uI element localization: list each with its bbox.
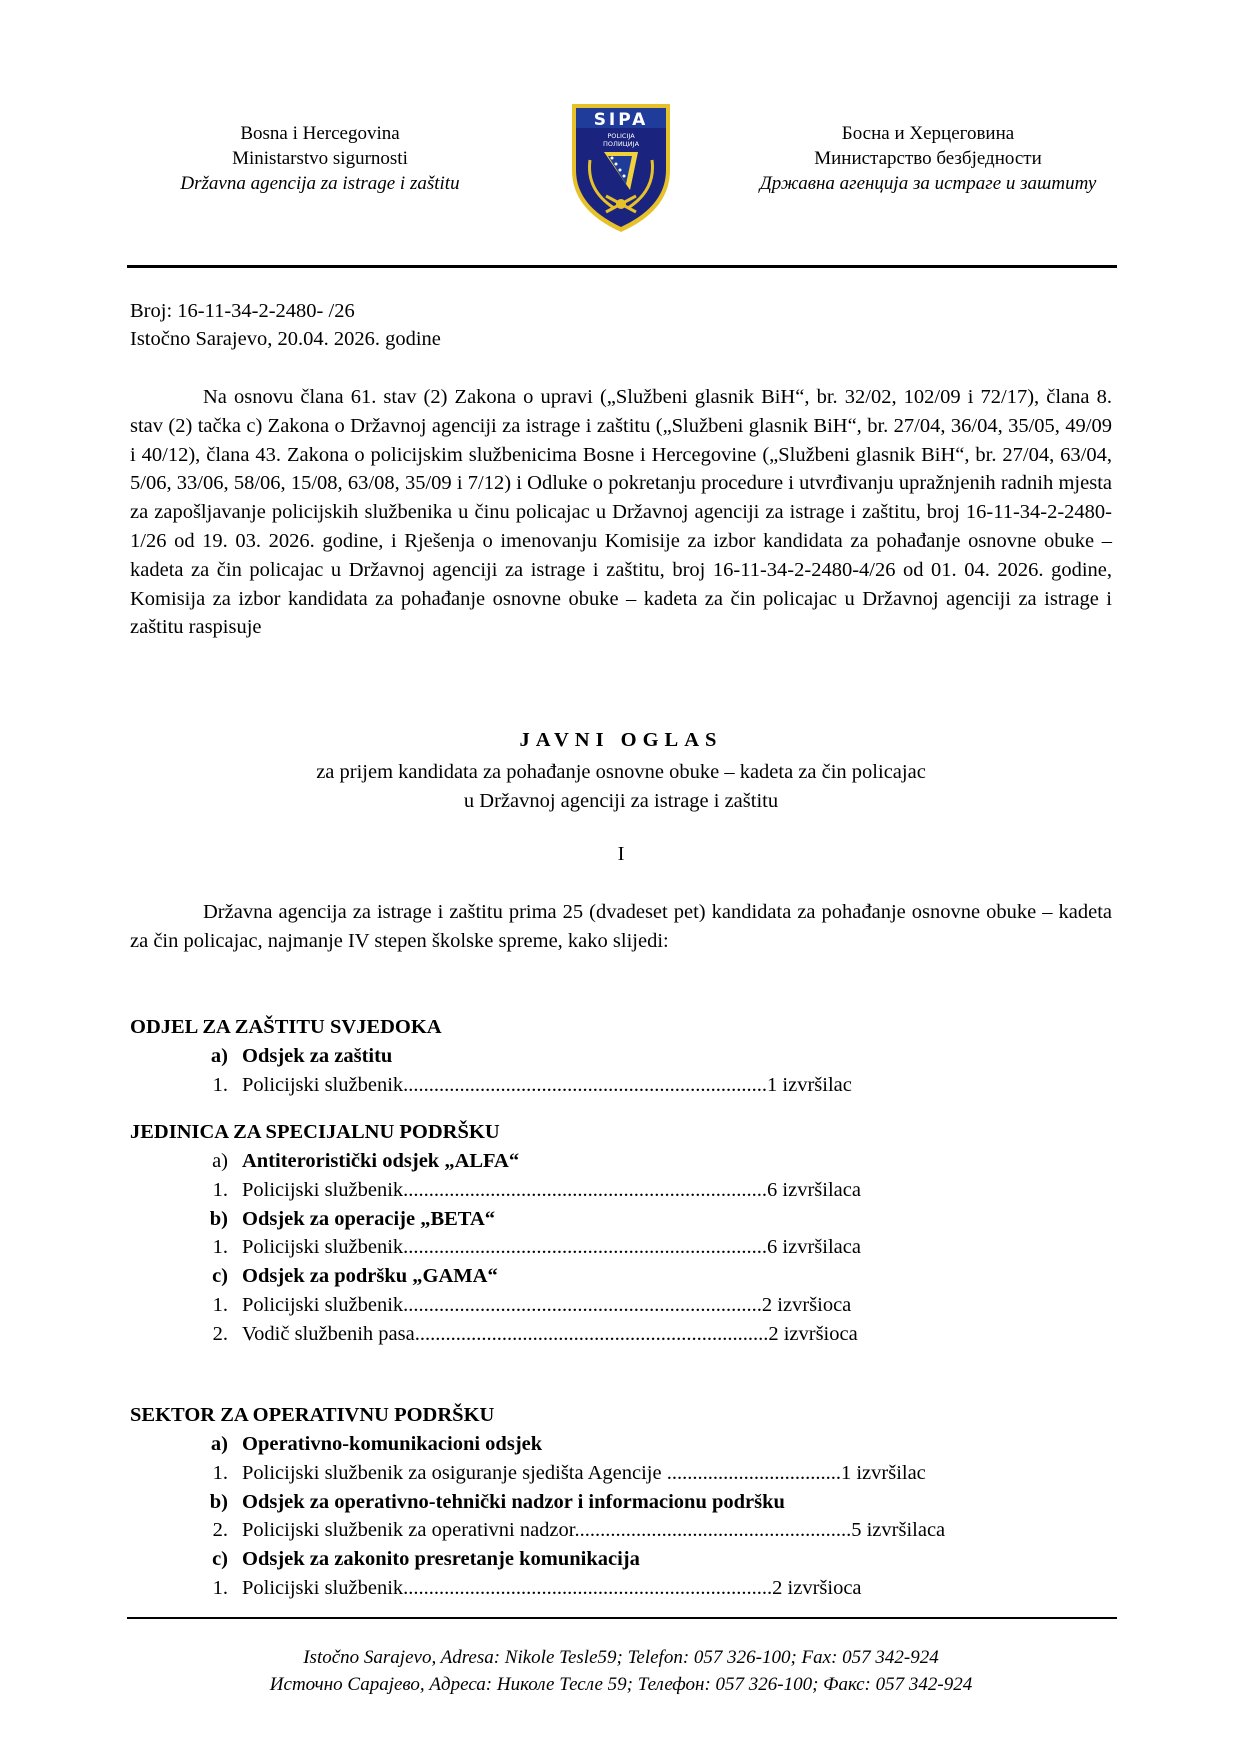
subsection-name: Odsjek za podršku „GAMA“ [242, 1265, 498, 1288]
position-row [130, 1574, 1130, 1603]
row-number: 2. [212, 1519, 228, 1542]
row-number: c) [212, 1265, 228, 1288]
subsection-row [130, 1430, 1130, 1459]
subsection-name: Operativno-komunikacioni odsjek [242, 1433, 543, 1455]
subsection-row [130, 1545, 1130, 1574]
header-country: Bosna i Hercegovina [240, 123, 400, 144]
position-text: Policijski službenik.......................................................................6 izvršilaca [242, 1178, 861, 1201]
document-number: Broj: 16-11-34-2-2480- /26 [130, 300, 355, 322]
ad-subtitle [130, 758, 1112, 815]
positions-intro: Državna agencija za istrage i zaštitu prima 25 (dvadeset pet) kandidata za pohađanje osnovne obuke – kadeta za čin policajac, najmanje IV stepen školske spreme, kako slijedi: [130, 901, 1112, 952]
footer-divider [127, 1617, 1117, 1619]
legal-basis-paragraph: Na osnovu člana 61. stav (2) Zakona o upravi („Službeni glasnik BiH“, br. 32/02, 102/09 i 72/17), člana 8. stav (2) tačka c) Zakona o Državnoj agenciji za istrage i zaštitu („Službeni glasnik BiH“, br. 27/04, 36/04, 35/05, 49/09 i 40/12), člana 43. Zakona o policijskim službenicima Bosne i Hercegovine („Službeni glasnik BiH“, br. 27/04, 63/04, 5/06, 33/06, 58/06, 15/08, 63/08, 35/09 i 7/12) i Odluke o pokretanju procedure i utvrđivanju upražnjenih radnih mjesta za zapošljavanje policijskih službenika u činu policajac u Državnoj agenciji za istrage i zaštitu, broj 16-11-34-2-2480-1/26 od 19. 03. 2026. godine, i Rješenja o imenovanju Komisije za izbor kandidata za pohađanje osnovne obuke – kadeta za čin policajac u Državnoj agenciji za istrage i zaštitu, broj 16-11-34-2-2480-4/26 od 01. 04. 2026. godine, Komisija za izbor kandidata za pohađanje osnovne obuke – kadeta za čin policajac u Državnoj agenciji za istrage i zaštitu raspisuje [130, 386, 1112, 639]
position-row [130, 1071, 1130, 1100]
position-text: Policijski službenik......................................................................2 izvršioca [242, 1293, 852, 1316]
header-agency-cyr: Државна агенција за истраге и заштиту [759, 173, 1097, 194]
sipa-badge-logo [568, 100, 674, 236]
subsection-name: Odsjek za operacije „BETA“ [242, 1207, 495, 1230]
row-number: a) [212, 1150, 228, 1172]
position-row [130, 1291, 1130, 1320]
row-number: 1. [212, 1576, 228, 1599]
department-title: ODJEL ZA ZAŠTITU SVJEDOKA [130, 1016, 442, 1038]
header-ministry: Ministarstvo sigurnosti [232, 148, 408, 169]
svg-text:POLICIJA: POLICIJA [607, 132, 635, 140]
position-row [130, 1176, 1130, 1205]
header-latin [130, 121, 510, 196]
department-title: SEKTOR ZA OPERATIVNU PODRŠKU [130, 1404, 495, 1426]
department-block [130, 1401, 1130, 1603]
ad-subtitle-line2: u Državnoj agenciji za istrage i zaštitu [463, 789, 779, 812]
subsection-row [130, 1042, 1130, 1071]
subsection-row [130, 1205, 1130, 1234]
row-number: c) [212, 1548, 228, 1571]
row-number: 1. [212, 1178, 228, 1201]
row-number: b) [209, 1207, 228, 1230]
document-meta [130, 297, 441, 353]
department-block [130, 1118, 1130, 1349]
row-number: b) [209, 1490, 228, 1513]
subsection-name: Odsjek za operativno-tehnički nadzor i informacionu podršku [242, 1490, 785, 1513]
subsection-row [130, 1262, 1130, 1291]
position-text: Vodič službenih pasa.....................................................................2 izvršioca [242, 1322, 858, 1345]
subsection-row [130, 1488, 1130, 1517]
position-row [130, 1233, 1130, 1262]
document-place-date: Istočno Sarajevo, 20.04. 2026. godine [130, 328, 441, 350]
row-number: 1. [212, 1461, 228, 1484]
position-text: Policijski službenik za osiguranje sjedišta Agencije ..................................1 izvršilac [242, 1461, 926, 1484]
header-divider [127, 265, 1117, 268]
department-block [130, 1013, 1130, 1100]
ad-subtitle-line1: za prijem kandidata za pohađanje osnovne obuke – kadeta za čin policajac [316, 761, 926, 783]
header-agency: Državna agencija za istrage i zaštitu [180, 173, 460, 194]
footer-latin: Istočno Sarajevo, Adresa: Nikole Tesle59; Telefon: 057 326-100; Fax: 057 342-924 [303, 1647, 939, 1668]
row-number: 1. [212, 1236, 228, 1259]
department-title: JEDINICA ZA SPECIJALNU PODRŠKU [130, 1121, 500, 1143]
position-row [130, 1516, 1130, 1545]
subsection-name: Odsjek za zaštitu [242, 1045, 393, 1067]
subsection-row [130, 1147, 1130, 1176]
row-number: a) [210, 1433, 228, 1455]
row-number: 1. [212, 1293, 228, 1316]
header-cyrillic [728, 121, 1128, 196]
row-number: 2. [212, 1322, 228, 1345]
svg-text:SIPA: SIPA [593, 110, 649, 130]
position-row [130, 1459, 1130, 1488]
position-text: Policijski službenik.......................................................................6 izvršilaca [242, 1236, 861, 1259]
header-ministry-cyr: Министарство безбједности [814, 148, 1042, 169]
header-country-cyr: Босна и Херцеговина [841, 123, 1015, 144]
position-text: Policijski službenik.......................................................................1 izvršilac [242, 1073, 852, 1096]
section-number: I [617, 843, 625, 865]
row-number: 1. [212, 1073, 228, 1096]
subsection-name: Antiteroristički odsjek „ALFA“ [242, 1150, 520, 1172]
subsection-name: Odsjek za zakonito presretanje komunikacija [242, 1548, 640, 1571]
row-number: a) [210, 1045, 228, 1067]
svg-text:ПОЛИЦИЈА: ПОЛИЦИЈА [602, 140, 640, 148]
ad-title: JAVNI OGLAS [519, 729, 723, 751]
position-text: Policijski službenik........................................................................2 izvršioca [242, 1576, 862, 1599]
footer-cyrillic: Источно Сарајево, Адреса: Николе Тесле 59; Телефон: 057 326-100; Факс: 057 342-924 [269, 1674, 973, 1695]
position-row [130, 1320, 1130, 1349]
position-text: Policijski službenik za operativni nadzor......................................................5 izvršilaca [242, 1519, 946, 1542]
